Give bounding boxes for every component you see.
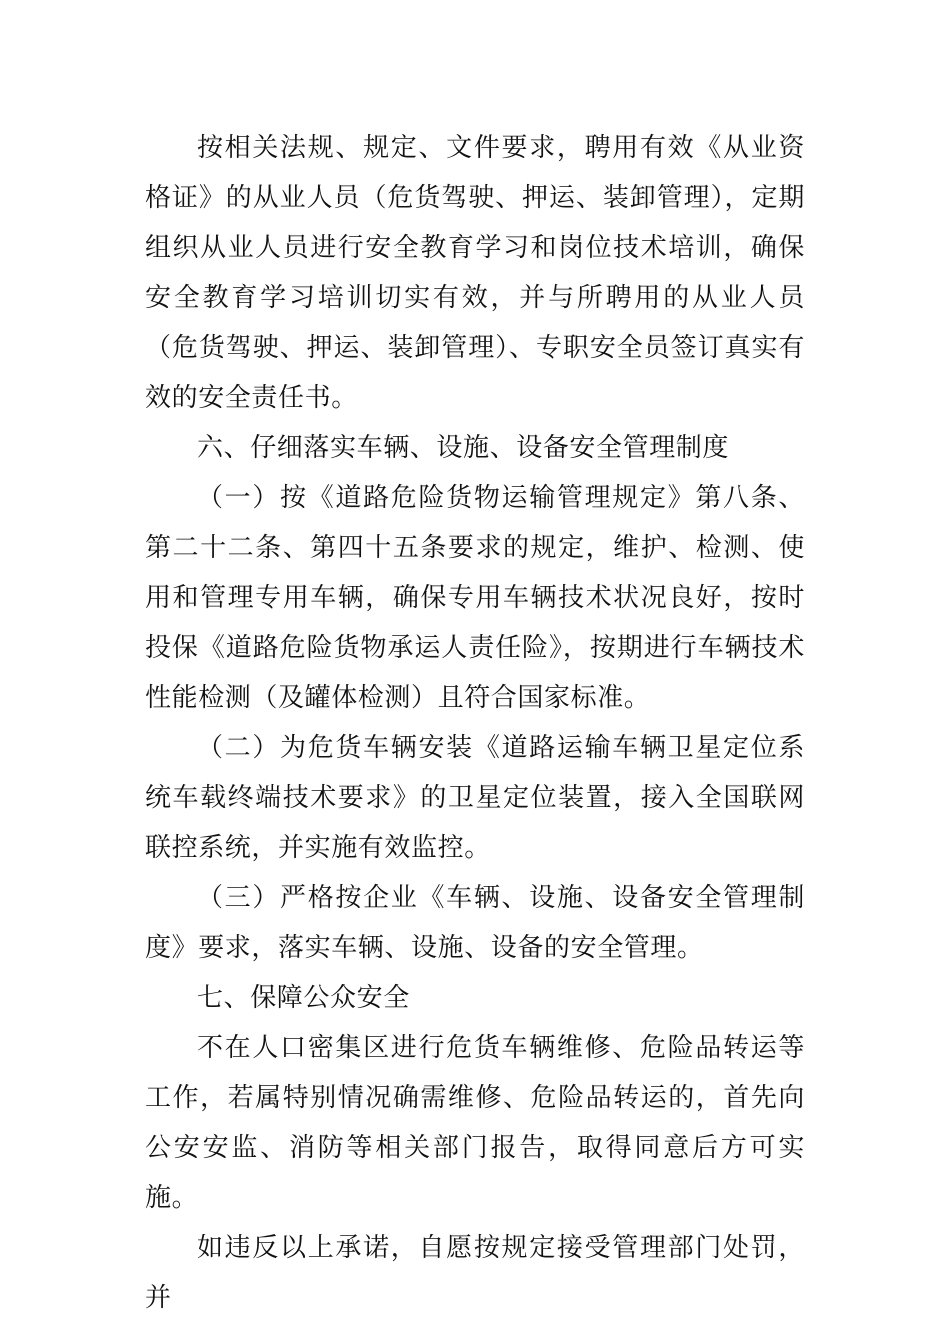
paragraph-item-two: （二）为危货车辆安装《道路运输车辆卫星定位系统车载终端技术要求》的卫星定位装置，接入全国联网联控系统，并实施有效监控。 (145, 733, 805, 863)
paragraph-item-one: （一）按《道路危险货物运输管理规定》第八条、第二十二条、第四十五条要求的规定，维护、检测、使用和管理专用车辆，确保专用车辆技术状况良好，按时投保《道路危险货物承运人责任险》，按期进行车辆技术性能检测（及罐体检测）且符合国家标准。 (145, 483, 805, 713)
paragraph-personnel-management: 按相关法规、规定、文件要求，聘用有效《从业资格证》的从业人员（危货驾驶、押运、装卸管理），定期组织从业人员进行安全教育学习和岗位技术培训，确保安全教育学习培训切实有效，并与所聘用的从业人员（危货驾驶、押运、装卸管理）、专职安全员签订真实有效的安全责任书。 (145, 133, 805, 413)
paragraph-item-three: （三）严格按企业《车辆、设施、设备安全管理制度》要求，落实车辆、设施、设备的安全管理。 (145, 883, 805, 963)
paragraph-public-safety: 不在人口密集区进行危货车辆维修、危险品转运等工作，若属特别情况确需维修、危险品转运的，首先向公安安监、消防等相关部门报告，取得同意后方可实施。 (145, 1033, 805, 1213)
heading-section-six: 六、仔细落实车辆、设施、设备安全管理制度 (197, 433, 730, 463)
document-body (145, 123, 805, 1323)
paragraph-commitment: 如违反以上承诺，自愿按规定接受管理部门处罚，并 (145, 1233, 805, 1313)
heading-section-seven: 七、保障公众安全 (197, 983, 410, 1013)
